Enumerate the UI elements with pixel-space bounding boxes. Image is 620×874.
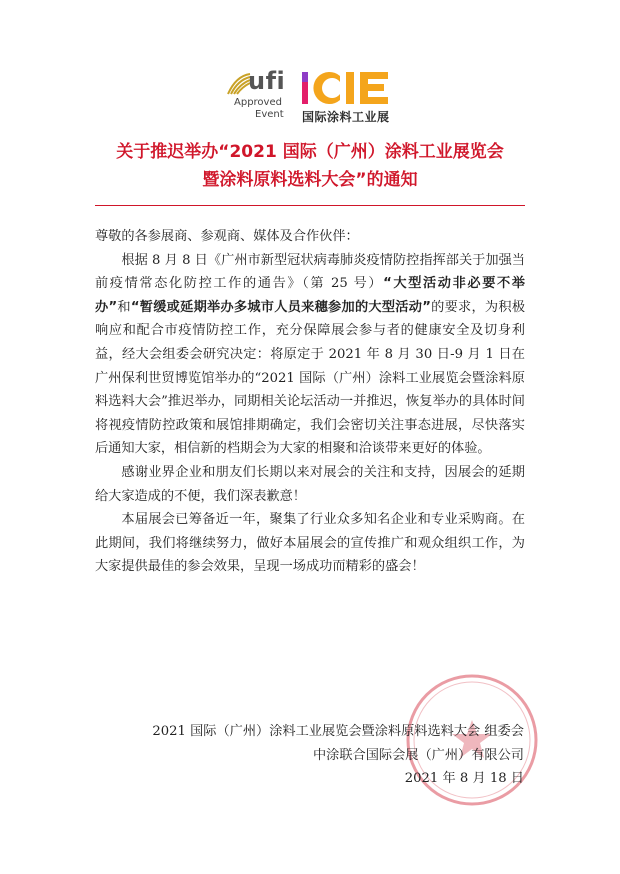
signature-company: 中涂联合国际会展（广州）有限公司 [313,747,524,763]
icie-name-text: 国际涂料工业展 [302,110,390,124]
paragraph-1-tail: 的要求，为积极响应和配合市疫情防控工作，充分保障展会参与者的健康安全及切身利益，经大会组委会研究决定：将原定于 2021 年 8 月 30 日-9 月 1 日在广州保利世贸博览馆举办的“2021 国际（广州）涂料工业展览会暨涂料原料选料大会”推迟举办，同期相关论坛活动一并推迟，恢复举办的具体时间将视疫情防控政策和展馆排期确定，我们会密切关注事态进展，尽快落实后通知大家，相信新的档期会为大家的相聚和洽谈带来更好的体验。 [95,299,526,457]
greeting: 尊敬的各参展商、参观商、媒体及合作伙伴： [95,229,359,244]
notice-title-line-1: 关于推迟举办“2021 国际（广州）涂料工业展览会 [116,142,504,162]
title-divider [95,205,525,206]
ufi-approved-text: Approved [234,97,282,108]
signature-date: 2021 年 8 月 18 日 [404,771,524,787]
header-logos [0,67,620,126]
icie-wordmark-icon [300,70,392,106]
ufi-approved-event-logo [226,67,296,124]
paragraph-3: 本届展会已筹备近一年，聚集了行业众多知名企业和专业采购商。在此期间，我们将继续努力，做好本届展会的宣传推广和观众组织工作，为大家提供最佳的参会效果，呈现一场成功而精彩的盛会！ [95,512,525,575]
paragraph-1-quote-1: “大型活动非必要不举办” [95,276,525,315]
ufi-wordmark: ufi [248,67,286,95]
ufi-event-text: Event [255,109,284,120]
notice-title [60,138,560,194]
signature-block [152,720,524,791]
icie-logo [300,70,400,126]
paragraph-1-quote-2: “暂缓或延期举办多城市人员来穗参加的大型活动” [130,299,431,315]
signature-organizer: 2021 国际（广州）涂料工业展览会暨涂料原料选料大会 组委会 [152,724,524,739]
notice-body [95,225,525,579]
svg-text:ICIE: ICIE [300,70,303,71]
notice-title-line-2: 暨涂料原料选料大会”的通知 [202,170,418,190]
paragraph-1-lead: 根据 8 月 8 日《广州市新型冠状病毒肺炎疫情防控指挥部关于加强当前疫情常态化防控工作的通告》（第 25 号） [95,252,525,292]
paragraph-2: 感谢业界企业和朋友们长期以来对展会的关注和支持，因展会的延期给大家造成的不便，我们深表歉意！ [95,464,525,504]
paragraph-1 [95,249,525,461]
paragraph-1-and: 和 [117,299,131,315]
